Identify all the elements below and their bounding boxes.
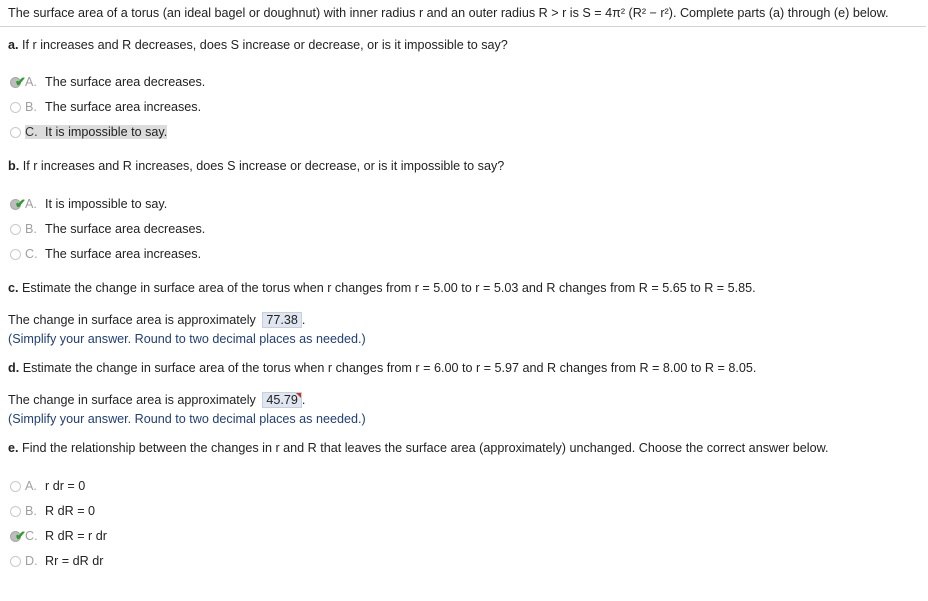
part-d-label: d. <box>8 361 20 375</box>
radio-button[interactable] <box>10 195 26 211</box>
part-e-question-text: Find the relationship between the changes in r and R that leaves the surface area (approximately) unchanged. Choose the correct answer below. <box>22 441 829 455</box>
radio-button[interactable] <box>10 102 21 113</box>
choice-text: It is impossible to say. <box>45 197 168 211</box>
choice-letter: A. <box>25 75 37 89</box>
part-a-choice-a[interactable] <box>10 73 205 91</box>
choice-text: r dr = 0 <box>45 479 86 493</box>
choice-text: The surface area increases. <box>45 247 202 261</box>
part-d-answer-field[interactable] <box>262 392 302 408</box>
part-c-question-text: Estimate the change in surface area of the torus when r changes from r = 5.00 to r = 5.03 and R changes from R = 5.65 to R = 5.85. <box>22 281 756 295</box>
part-d-question-text: Estimate the change in surface area of the torus when r changes from r = 6.00 to r = 5.97 and R changes from R = 8.00 to R = 8.05. <box>22 361 757 375</box>
choice-letter: B. <box>25 504 37 518</box>
choice-letter: C. <box>25 125 45 139</box>
part-d-answer-line <box>8 392 305 408</box>
answer-prefix: The change in surface area is approximately <box>8 393 256 407</box>
check-icon: ✔ <box>15 527 26 543</box>
intro-text: The surface area of a torus (an ideal bagel or doughnut) with inner radius r and an outer radius R > r is S = 4π² (R² − r²). Complete parts (a) through (e) below. <box>8 6 889 20</box>
part-b-question-text: If r increases and R increases, does S increase or decrease, or is it impossible to say? <box>22 159 505 173</box>
radio-button[interactable] <box>10 481 21 492</box>
choice-letter: B. <box>25 100 37 114</box>
choice-text: The surface area increases. <box>45 100 202 114</box>
part-e-choice-c[interactable] <box>10 527 107 545</box>
answer-value: 45.79 <box>266 393 298 407</box>
choice-text: It is impossible to say. <box>45 125 168 139</box>
part-a-question-text: If r increases and R decreases, does S increase or decrease, or is it impossible to say? <box>22 38 508 52</box>
check-icon: ✔ <box>15 73 26 89</box>
part-e-label: e. <box>8 441 19 455</box>
part-e-choice-d[interactable] <box>10 552 103 570</box>
choice-letter: C. <box>25 529 38 543</box>
radio-button[interactable] <box>10 127 21 138</box>
choice-text: The surface area decreases. <box>45 75 206 89</box>
choice-text: The surface area decreases. <box>45 222 206 236</box>
answer-suffix: . <box>301 313 306 327</box>
part-e-choice-a[interactable] <box>10 477 85 495</box>
radio-button[interactable] <box>10 249 21 260</box>
part-b-choice-c[interactable] <box>10 245 201 263</box>
choice-letter: B. <box>25 222 37 236</box>
check-icon: ✔ <box>15 195 26 211</box>
part-d-hint: (Simplify your answer. Round to two decimal places as needed.) <box>8 412 366 426</box>
part-c-question <box>8 281 756 295</box>
part-a-choice-c[interactable] <box>10 123 167 141</box>
part-a-label: a. <box>8 38 19 52</box>
part-c-hint: (Simplify your answer. Round to two decimal places as needed.) <box>8 332 366 346</box>
choice-text: Rr = dR dr <box>45 554 104 568</box>
flag-icon <box>296 393 301 398</box>
radio-button[interactable] <box>10 556 21 567</box>
choice-letter: C. <box>25 247 38 261</box>
answer-suffix: . <box>301 393 306 407</box>
part-b-question <box>8 159 504 173</box>
choice-text: R dR = r dr <box>45 529 107 543</box>
part-b-choice-a[interactable] <box>10 195 167 213</box>
radio-button[interactable] <box>10 224 21 235</box>
choice-letter: A. <box>25 479 37 493</box>
part-e-question <box>8 441 829 455</box>
part-e-choice-b[interactable] <box>10 502 95 520</box>
radio-button[interactable] <box>10 73 26 89</box>
part-d-question <box>8 361 756 375</box>
part-b-choice-b[interactable] <box>10 220 205 238</box>
part-a-choice-b[interactable] <box>10 98 201 116</box>
choice-text: R dR = 0 <box>45 504 96 518</box>
part-b-label: b. <box>8 159 20 173</box>
part-c-label: c. <box>8 281 19 295</box>
part-a-question <box>8 38 508 52</box>
choice-letter: D. <box>25 554 38 568</box>
radio-button[interactable] <box>10 506 21 517</box>
choice-letter: A. <box>25 197 37 211</box>
part-c-answer-line <box>8 312 305 328</box>
radio-button[interactable] <box>10 527 26 543</box>
answer-prefix: The change in surface area is approximately <box>8 313 256 327</box>
part-c-answer-field[interactable]: 77.38 <box>262 312 302 328</box>
